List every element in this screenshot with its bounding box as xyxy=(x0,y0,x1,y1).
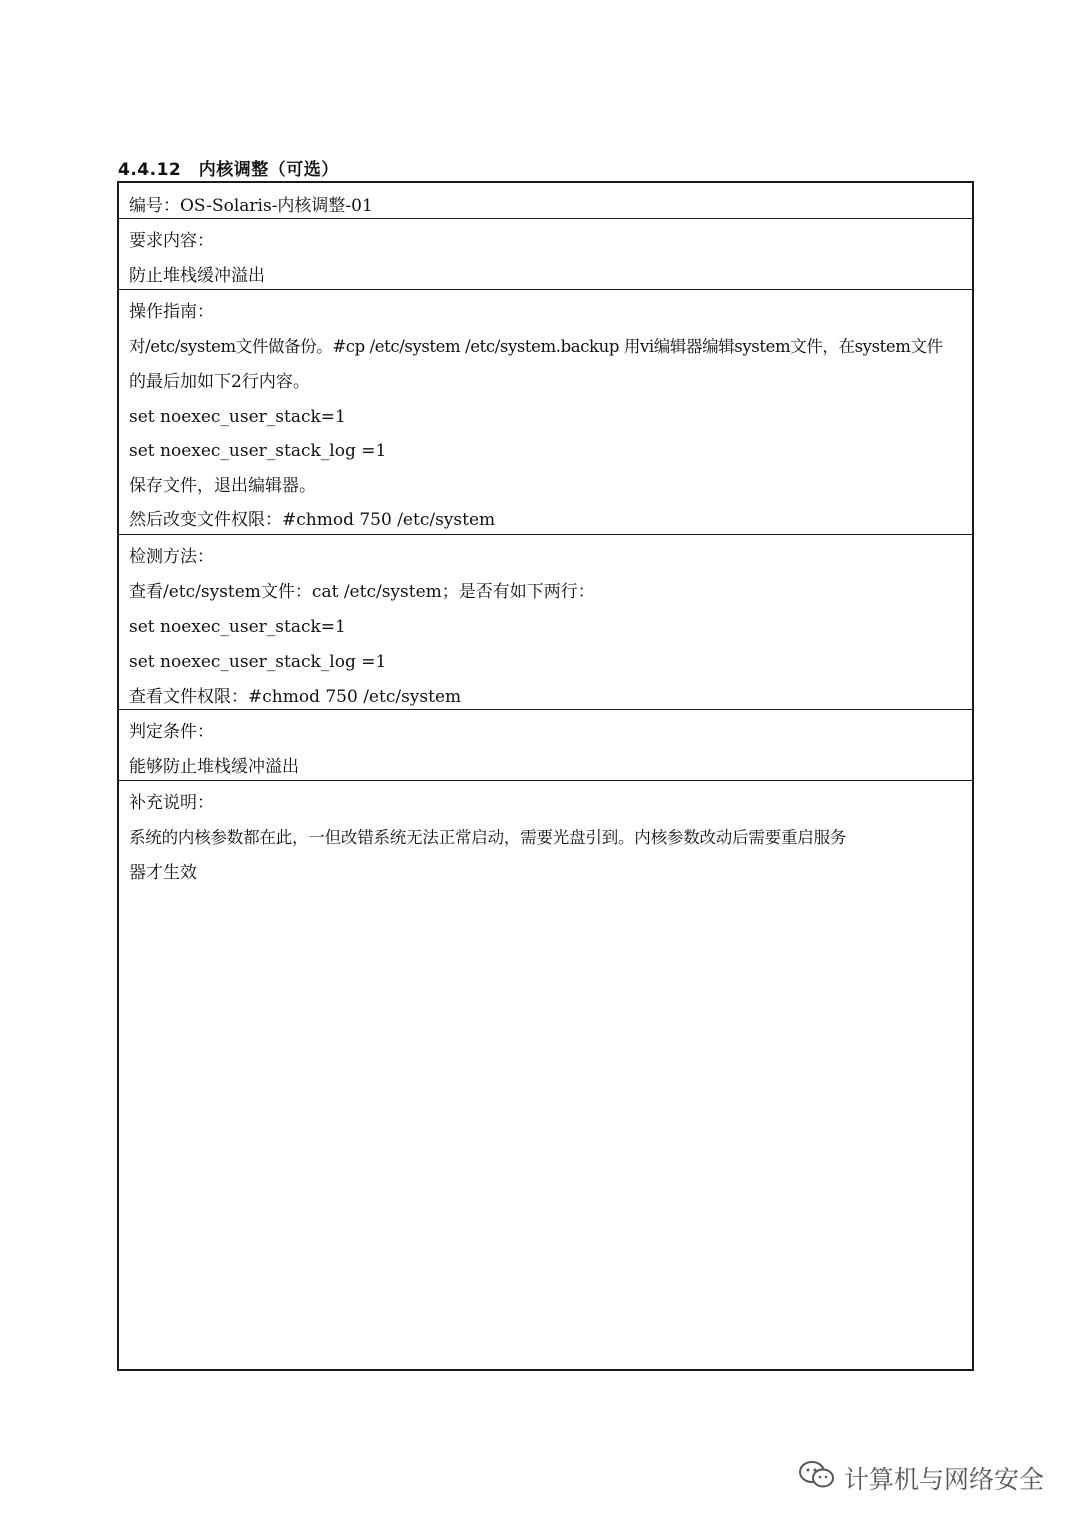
watermark xyxy=(798,1460,1044,1496)
detection-line: 查看文件权限：#chmod 750 /etc/system xyxy=(129,687,462,707)
requirement-row xyxy=(119,218,972,290)
id-text: 编号：OS-Solaris-内核调整-01 xyxy=(129,196,373,216)
guide-line: 然后改变文件权限：#chmod 750 /etc/system xyxy=(129,510,496,530)
criteria-label: 判定条件： xyxy=(129,722,214,742)
notes-line: 系统的内核参数都在此，一但改错系统无法正常启动，需要光盘引到。内核参数改动后需要重启服务 xyxy=(129,828,847,847)
detection-line: set noexec_user_stack_log =1 xyxy=(129,652,387,672)
detection-label: 检测方法： xyxy=(129,547,214,567)
criteria-row xyxy=(119,709,972,781)
requirement-text: 防止堆栈缓冲溢出 xyxy=(129,266,265,286)
detection-line: 查看/etc/system文件：cat /etc/system；是否有如下两行： xyxy=(129,582,595,602)
policy-table xyxy=(117,181,974,1371)
wechat-icon xyxy=(798,1460,836,1496)
notes-line: 器才生效 xyxy=(129,863,197,883)
id-row xyxy=(119,183,972,218)
requirement-label: 要求内容： xyxy=(129,231,214,251)
criteria-text: 能够防止堆栈缓冲溢出 xyxy=(129,757,299,777)
guide-line: set noexec_user_stack_log =1 xyxy=(129,441,387,461)
guide-line: set noexec_user_stack=1 xyxy=(129,407,346,427)
notes-row xyxy=(119,780,972,1369)
guide-line: 的最后加如下2行内容。 xyxy=(129,372,310,392)
section-title: 4.4.12 内核调整（可选） xyxy=(118,160,339,180)
detection-row xyxy=(119,534,972,710)
guide-line: 保存文件，退出编辑器。 xyxy=(129,476,316,496)
watermark-text: 计算机与网络安全 xyxy=(843,1465,1044,1494)
guide-line: 对/etc/system文件做备份。#cp /etc/system /etc/system.backup 用vi编辑器编辑system文件，在system文件 xyxy=(129,337,943,356)
notes-label: 补充说明： xyxy=(129,793,214,813)
detection-line: set noexec_user_stack=1 xyxy=(129,617,346,637)
guide-label: 操作指南： xyxy=(129,302,214,322)
guide-row xyxy=(119,289,972,535)
